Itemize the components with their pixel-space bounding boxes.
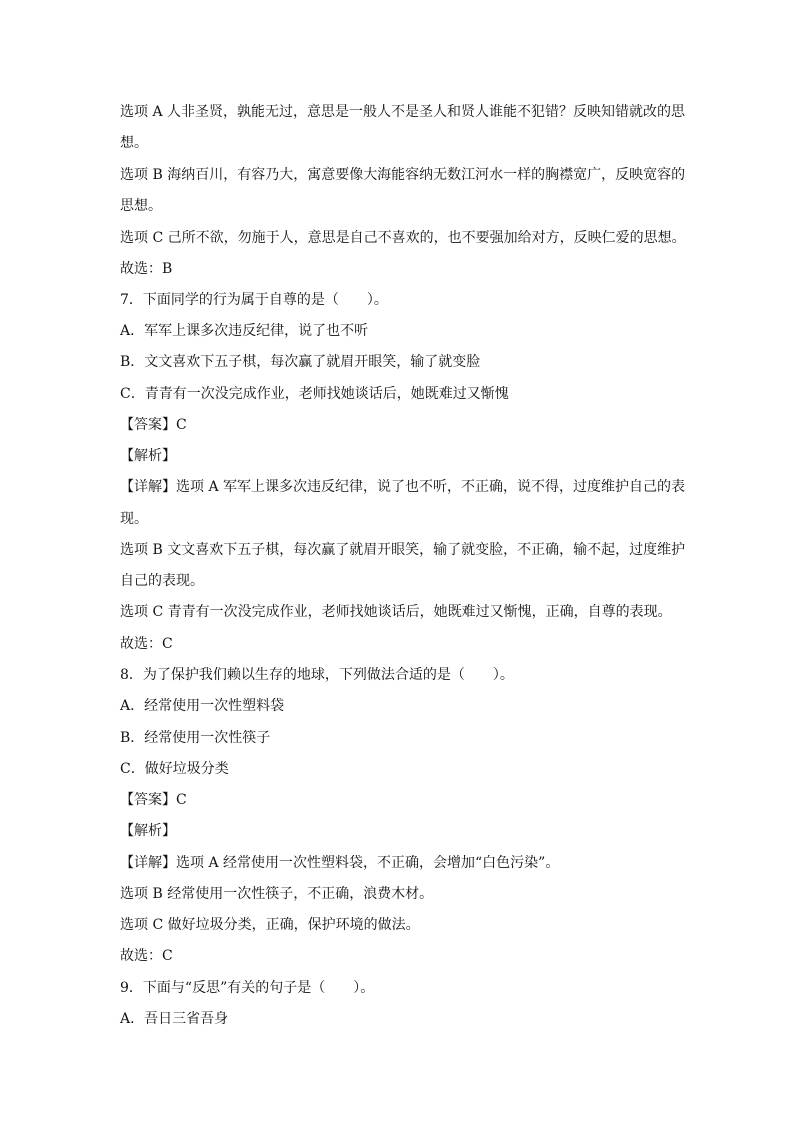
- question-8-option-c: C．做好垃圾分类: [120, 761, 229, 777]
- text-line: 【详解】选项 A 军军上课多次违反纪律，说了也不听，不正确，说不得，过度维护自己的表: [120, 479, 686, 495]
- text-line: 选项 C 做好垃圾分类，正确，保护环境的做法。: [120, 917, 420, 933]
- question-8-option-b: B．经常使用一次性筷子: [120, 730, 271, 746]
- answer-line: 故选：C: [120, 636, 173, 652]
- question-9-option-a: A．吾日三省吾身: [120, 1011, 229, 1027]
- question-9-stem: 9．下面与“反思”有关的句子是（ ）。: [120, 980, 375, 996]
- text-line: 选项 B 文文喜欢下五子棋，每次赢了就眉开眼笑，输了就变脸，不正确，输不起，过度维护: [120, 542, 686, 558]
- answer-line: 故选：B: [120, 261, 173, 277]
- question-8-stem: 8．为了保护我们赖以生存的地球，下列做法合适的是（ ）。: [120, 667, 514, 683]
- analysis-label: 【解析】: [120, 448, 176, 464]
- text-line: 现。: [120, 511, 148, 527]
- text-line: 选项 B 经常使用一次性筷子，不正确，浪费木材。: [120, 886, 434, 902]
- answer-line: 故选：C: [120, 948, 173, 964]
- analysis-label: 【解析】: [120, 823, 176, 839]
- text-line: 【详解】选项 A 经常使用一次性塑料袋，不正确，会增加“白色污染”。: [120, 855, 560, 871]
- question-7-option-c: C．青青有一次没完成作业，老师找她谈话后，她既难过又惭愧: [120, 386, 509, 402]
- text-line: 选项 A 人非圣贤，孰能无过，意思是一般人不是圣人和贤人谁能不犯错？反映知错就改的思: [120, 104, 686, 120]
- question-7-option-a: A．军军上课多次违反纪律，说了也不听: [120, 323, 369, 339]
- text-line: 选项 B 海纳百川，有容乃大，寓意要像大海能容纳无数江河水一样的胸襟宽广，反映宽容的: [120, 167, 686, 183]
- answer-label: 【答案】C: [120, 792, 187, 808]
- text-line: 选项 C 己所不欲，勿施于人，意思是自己不喜欢的，也不要强加给对方，反映仁爱的思想。: [120, 230, 686, 246]
- text-line: 思想。: [120, 198, 162, 214]
- text-line: 选项 C 青青有一次没完成作业，老师找她谈话后，她既难过又惭愧，正确，自尊的表现。: [120, 604, 672, 620]
- text-line: 想。: [120, 135, 148, 151]
- answer-label: 【答案】C: [120, 417, 187, 433]
- question-7-option-b: B．文文喜欢下五子棋，每次赢了就眉开眼笑，输了就变脸: [120, 354, 481, 370]
- question-8-option-a: A．经常使用一次性塑料袋: [120, 698, 285, 714]
- question-7-stem: 7．下面同学的行为属于自尊的是（ ）。: [120, 292, 388, 308]
- text-line: 自己的表现。: [120, 573, 204, 589]
